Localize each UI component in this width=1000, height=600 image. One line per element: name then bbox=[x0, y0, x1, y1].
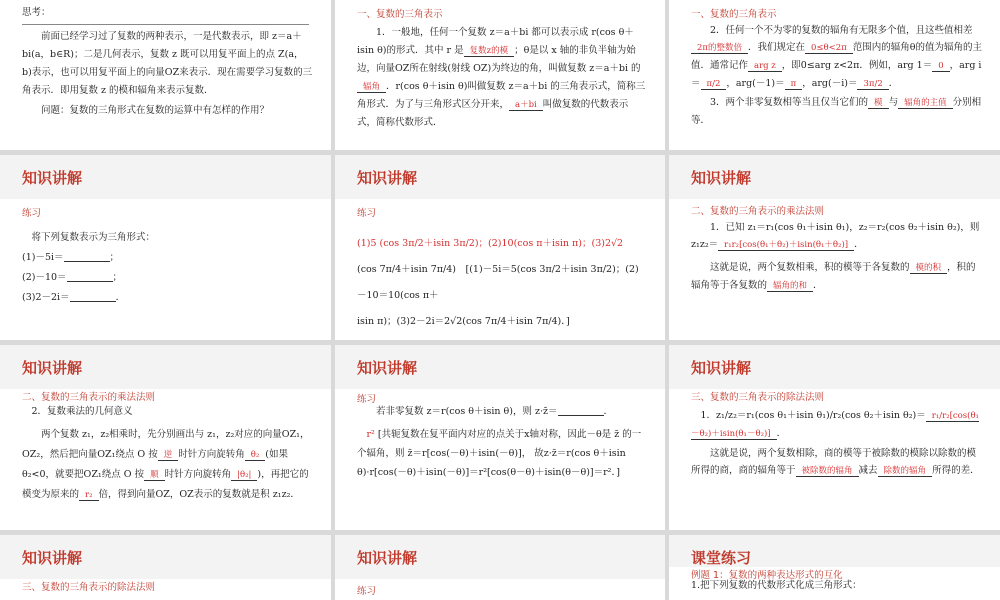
section-title: 三、复数的三角表示的除法法则 bbox=[22, 582, 156, 593]
exercise-q3: (3)2－2i＝ ． bbox=[22, 292, 126, 303]
answer-blank[interactable] bbox=[558, 405, 604, 416]
slide-title: 知识讲解 bbox=[691, 359, 752, 377]
exercise-q2: (2)－10＝ ； bbox=[22, 272, 123, 283]
answer-line: isin π)；(3)2－2i＝2√2(cos 7π/4＋isin 7π/4)．] bbox=[357, 316, 570, 327]
section-title: 练习 bbox=[357, 208, 377, 219]
slide-division-continued[interactable] bbox=[0, 535, 331, 600]
thinking-paragraph: 前面已经学习过了复数的两种表示，一是代数表示，即 z＝a＋bi(a，b∈R)；二是几何表示，复数 z 既可以用复平面上的点 Z(a，b)表示，也可以用复平面上的向量OZ来表示．现在需要学习复数的三角表示．即用复数 z 的模和辐角来表示复数． bbox=[22, 31, 313, 96]
section-title: 二、复数的三角表示的乘法法则 bbox=[22, 392, 156, 403]
exercise-q1: (1)－5i＝ ； bbox=[22, 252, 120, 263]
slide-title: 知识讲解 bbox=[691, 169, 752, 187]
geometry-text: 两个复数 z₁，z₂相乘时，先分别画出与 z₁，z₂对应的向量OZ₁，OZ₂，然后把向量OZ₁绕点 O 按 逆 时针方向旋转角 θ₂ (如果θ₂<0，就要把OZ₁绕点 O 按 顺 时针方向旋转角 |θ₂| )，再把它的模变为原来的 r₂ 倍，得到向量OZ，OZ表示的复数就是积 z₁z₂． bbox=[22, 429, 310, 500]
slide-header bbox=[669, 155, 1000, 199]
exercise-solution: r² [共轭复数在复平面内对应的点关于x轴对称，因此－θ是 z̄ 的一个辐角，则 z̄＝r[cos(－θ)＋isin(－θ)]， 故z·z̄＝r(cos θ＋isin θ)·r[cos(－θ)＋isin(－θ)]＝r²[cos(θ－θ)＋isin(θ－θ)]＝r²．] bbox=[357, 429, 642, 478]
slide-header bbox=[669, 535, 1000, 567]
division-formula: 1．z₁/z₂＝r₁(cos θ₁＋isin θ₁)/r₂(cos θ₂＋isin θ₂)＝ r₁/r₂[cos(θ₁－θ₂)＋isin(θ₁－θ₂)] ． bbox=[691, 410, 979, 439]
slide-division-rule[interactable] bbox=[669, 345, 1000, 530]
section-title: 练习 bbox=[357, 394, 377, 405]
slide-title: 知识讲解 bbox=[22, 549, 83, 567]
answer-range: 0≤θ<2π bbox=[805, 43, 853, 54]
slide-header bbox=[0, 345, 331, 389]
slide-title: 知识讲解 bbox=[357, 359, 418, 377]
section-title: 练习 bbox=[357, 586, 377, 597]
answer-blank[interactable] bbox=[64, 251, 110, 262]
answer-modulus-product: 模的积 bbox=[910, 263, 948, 274]
practice-question: 1.把下列复数的代数形式化成三角形式： bbox=[691, 580, 862, 591]
slide-multiplication-geometry[interactable] bbox=[0, 345, 331, 530]
slide-multiplication-rule[interactable] bbox=[669, 155, 1000, 340]
answer-modulus: 复数z的模 bbox=[464, 46, 514, 57]
answer-line: (1)5 (cos 3π/2＋isin 3π/2)；(2)10(cos π＋isin π)；(3)2√2 bbox=[357, 238, 624, 249]
answer-line: (cos 7π/4＋isin 7π/4) [(1)－5i＝5(cos 3π/2＋isin 3π/2)；(2)－10＝10(cos π＋ bbox=[357, 264, 639, 301]
answer-2pi: 2π的整数倍 bbox=[691, 43, 748, 54]
section-title: 例题 1：复数的两种表达形式的互化 bbox=[691, 570, 843, 581]
slide-title: 知识讲解 bbox=[357, 549, 418, 567]
thinking-label: 思考： bbox=[22, 7, 51, 18]
equality-text: 3．两个非零复数相等当且仅当它们的 模 与 辐角的主值 分别相等． bbox=[691, 97, 982, 126]
slide-title: 知识讲解 bbox=[22, 169, 83, 187]
argument-text: 2．任何一个不为零的复数的辐角有无限多个值，且这些值相差2π的整数倍 ．我们规定在 0≤θ<2π 范围内的辐角θ的值为辐角的主值．通常记作 arg z ，即0≤arg z<2π．例如，arg 1＝ 0 ，arg i＝ π/2 ，arg(－1)＝ π ，arg(－i)＝ 3π/2 ． bbox=[691, 25, 983, 89]
exercise-intro: 将下列复数表示为三角形式： bbox=[31, 232, 156, 243]
question-paragraph: 问题：复数的三角形式在复数的运算中有怎样的作用？ bbox=[41, 105, 270, 116]
section-title: 三、复数的三角表示的除法法则 bbox=[691, 392, 825, 403]
answer-value: r² bbox=[366, 429, 375, 440]
slide-title: 知识讲解 bbox=[357, 169, 418, 187]
answer-blank[interactable] bbox=[67, 271, 113, 282]
answer-divisor-arg: 除数的辐角 bbox=[878, 466, 933, 477]
slide-title: 知识讲解 bbox=[22, 359, 83, 377]
answer-principal: 辐角的主值 bbox=[898, 98, 953, 109]
section-title: 二、复数的三角表示的乘法法则 bbox=[691, 206, 825, 217]
slide-header bbox=[0, 155, 331, 199]
division-explanation: 这就是说，两个复数相除，商的模等于被除数的模除以除数的模所得的商，商的辐角等于 被除数的辐角 减去 除数的辐角 所得的差． bbox=[691, 448, 980, 476]
answer-product: r₁r₂[cos(θ₁＋θ₂)＋isin(θ₁＋θ₂)] bbox=[718, 240, 854, 251]
answer-argument-sum: 辐角的和 bbox=[767, 281, 813, 292]
answer-text bbox=[357, 231, 647, 335]
slide-header bbox=[335, 155, 665, 199]
answer-blank[interactable] bbox=[70, 291, 116, 302]
definition-text: 1．一般地，任何一个复数 z＝a＋bi 都可以表示成 r(cos θ＋isin θ)的形式．其中 r 是 复数z的模 ；θ是以 x 轴的非负半轴为始边，向量OZ所在射线(射线 OZ)为终边的角，叫做复数 z＝a＋bi 的辐角 ．r(cos θ＋isin θ)叫做复数 z＝a＋bi 的三角表示式，简称三角形式．为了与三角形式区分开来， a＋bi 叫做复数的代数表示式，简称代数形式． bbox=[357, 27, 646, 128]
slide-exercise-3[interactable] bbox=[335, 535, 665, 600]
exercise-question: 若非零复数 z＝r(cos θ＋isin θ)，则 z·z̄＝ ． bbox=[376, 406, 614, 417]
slide-trig-form-def[interactable] bbox=[335, 0, 665, 150]
section-title: 一、复数的三角表示 bbox=[691, 9, 777, 20]
slide-header bbox=[335, 345, 665, 389]
answer-argument: 辐角 bbox=[357, 82, 386, 93]
answer-dividend-arg: 被除数的辐角 bbox=[796, 466, 859, 477]
slide-exercise-2[interactable] bbox=[335, 345, 665, 530]
slide-class-practice[interactable] bbox=[669, 535, 1000, 600]
slide-title: 课堂练习 bbox=[691, 549, 752, 567]
answer-argz: arg z bbox=[748, 61, 782, 72]
slide-thinking[interactable] bbox=[0, 0, 331, 150]
slide-principal-argument[interactable] bbox=[669, 0, 1000, 150]
rule-explanation: 这就是说，两个复数相乘，积的模等于各复数的 模的积 ，积的辐角等于各复数的 辐角的和 ． bbox=[691, 262, 976, 291]
slide-header bbox=[669, 345, 1000, 389]
slide-exercise-1[interactable] bbox=[0, 155, 331, 340]
slide-header bbox=[335, 535, 665, 579]
slide-exercise-1-answer[interactable] bbox=[335, 155, 665, 340]
section-title: 练习 bbox=[22, 208, 42, 219]
slide-header bbox=[0, 535, 331, 579]
divider bbox=[22, 24, 309, 25]
rule-text: 1．已知 z₁＝r₁(cos θ₁＋isin θ₁)，z₂＝r₂(cos θ₂＋isin θ₂)，则 z₁z₂＝ r₁r₂[cos(θ₁＋θ₂)＋isin(θ₁＋θ₂)] ． bbox=[691, 222, 980, 250]
answer-modulus: 模 bbox=[868, 98, 889, 109]
answer-quotient: r₁/r₂[cos(θ₁－θ₂)＋isin(θ₁－θ₂)] bbox=[691, 411, 979, 439]
answer-algebraic: a＋bi bbox=[509, 100, 543, 111]
subheading: 2．复数乘法的几何意义 bbox=[31, 406, 133, 417]
section-title: 一、复数的三角表示 bbox=[357, 9, 443, 20]
